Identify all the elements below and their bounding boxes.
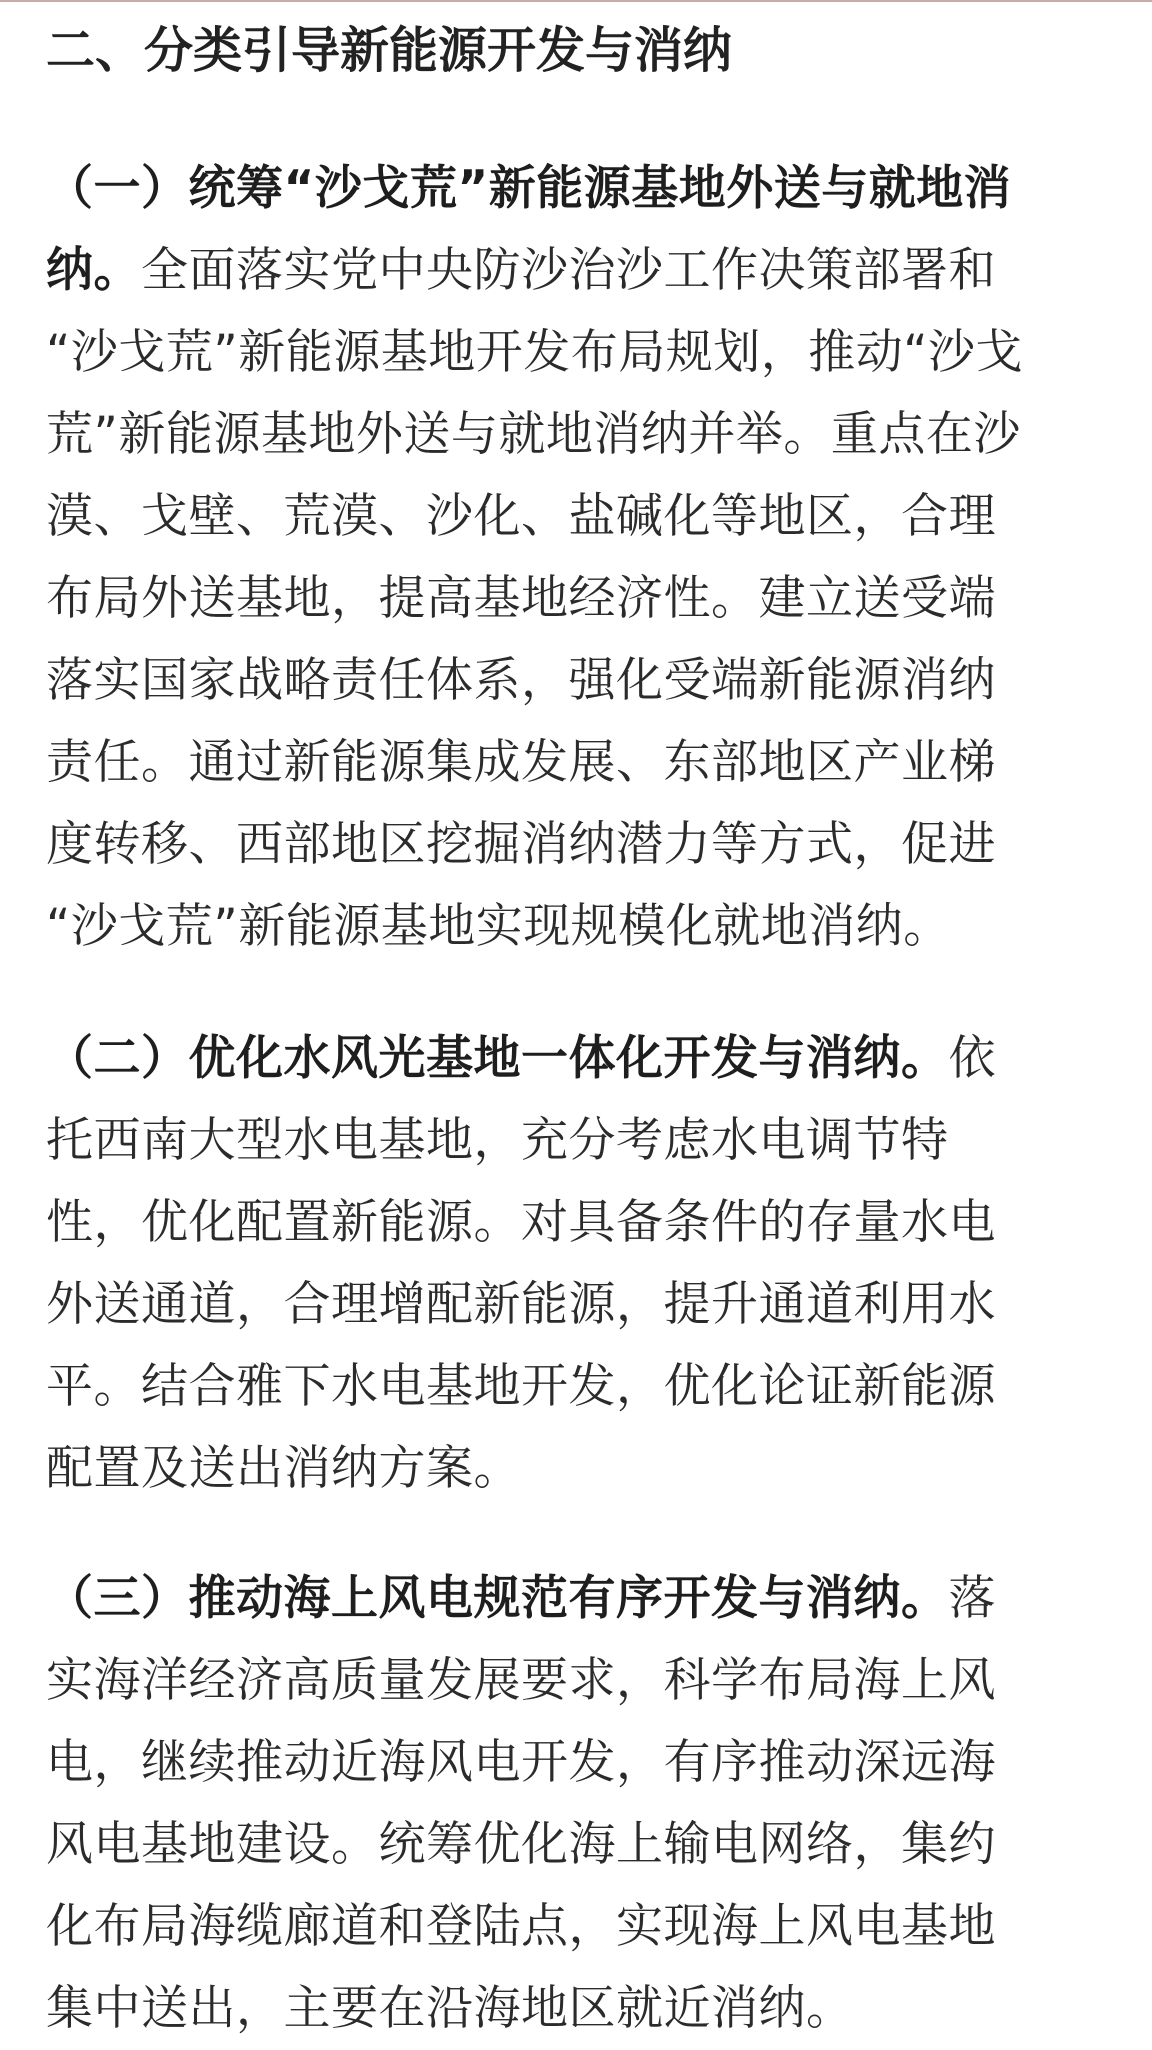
body-text: 集中送出，主要在沿海地区就近消纳。 xyxy=(46,1981,854,2036)
bold-lead-text: （三）推动海上风电规范有序开发与消纳。 xyxy=(46,1571,949,1626)
paragraph-2-line xyxy=(46,1346,996,1428)
bold-lead-text: （一）统筹“沙戈荒”新能源基地外送与就地消 xyxy=(46,161,1012,216)
paragraph-2 xyxy=(46,1018,996,1510)
paragraph-1-line xyxy=(46,394,1023,476)
body-text: 度转移、西部地区挖掘消纳潜力等方式，促进 xyxy=(46,817,996,872)
top-divider xyxy=(0,0,1152,2)
paragraph-2-line xyxy=(46,1182,996,1264)
section-title: 二、分类引导新能源开发与消纳 xyxy=(46,22,733,79)
body-text: 依 xyxy=(948,1031,996,1086)
body-text: 荒”新能源基地外送与就地消纳并举。重点在沙 xyxy=(46,407,1021,462)
body-text: 漠、戈壁、荒漠、沙化、盐碱化等地区，合理 xyxy=(46,489,996,544)
paragraph-1-line xyxy=(46,886,1023,968)
paragraph-1 xyxy=(46,148,1023,968)
paragraph-1-line xyxy=(46,312,1023,394)
paragraph-2-line xyxy=(46,1428,996,1510)
body-text: 外送通道，合理增配新能源，提升通道利用水 xyxy=(46,1277,996,1332)
paragraph-1-line xyxy=(46,476,1023,558)
body-text: “沙戈荒”新能源基地开发布局规划，推动“沙戈 xyxy=(46,325,1024,380)
paragraph-2-line xyxy=(46,1018,996,1100)
bold-lead-text: （二）优化水风光基地一体化开发与消纳。 xyxy=(46,1031,949,1086)
body-text: 实海洋经济高质量发展要求，科学布局海上风 xyxy=(46,1653,996,1708)
paragraph-3-line xyxy=(46,1804,996,1886)
article-body xyxy=(46,18,1086,2036)
paragraph-2-line xyxy=(46,1100,996,1182)
paragraph-3-line xyxy=(46,1886,996,1968)
paragraph-1-line xyxy=(46,640,1023,722)
body-text: 落实国家战略责任体系，强化受端新能源消纳 xyxy=(46,653,996,708)
body-text: 责任。通过新能源集成发展、东部地区产业梯 xyxy=(46,735,996,790)
body-text: 电，继续推动近海风电开发，有序推动深远海 xyxy=(46,1735,996,1790)
body-text: 配置及送出消纳方案。 xyxy=(46,1441,521,1496)
body-text: 平。结合雅下水电基地开发，优化论证新能源 xyxy=(46,1359,996,1414)
bold-lead-text: 纳。 xyxy=(46,243,141,298)
paragraph-1-line xyxy=(46,558,1023,640)
paragraph-2-line xyxy=(46,1264,996,1346)
paragraph-1-line xyxy=(46,230,1023,312)
body-text: 全面落实党中央防沙治沙工作决策部署和 xyxy=(141,243,996,298)
body-text: 落 xyxy=(948,1571,996,1626)
paragraph-3-line xyxy=(46,1558,996,1640)
paragraph-3-line xyxy=(46,1722,996,1804)
body-text: 风电基地建设。统筹优化海上输电网络，集约 xyxy=(46,1817,996,1872)
body-text: 化布局海缆廊道和登陆点，实现海上风电基地 xyxy=(46,1899,996,1954)
body-text: 托西南大型水电基地，充分考虑水电调节特 xyxy=(46,1113,949,1168)
body-text: 性，优化配置新能源。对具备条件的存量水电 xyxy=(46,1195,996,1250)
paragraph-1-line xyxy=(46,148,1023,230)
body-text: 布局外送基地，提高基地经济性。建立送受端 xyxy=(46,571,996,626)
body-text: “沙戈荒”新能源基地实现规模化就地消纳。 xyxy=(46,899,951,954)
paragraph-1-line xyxy=(46,804,1023,886)
paragraph-1-line xyxy=(46,722,1023,804)
paragraph-3-line xyxy=(46,1640,996,1722)
paragraph-3 xyxy=(46,1558,996,2050)
